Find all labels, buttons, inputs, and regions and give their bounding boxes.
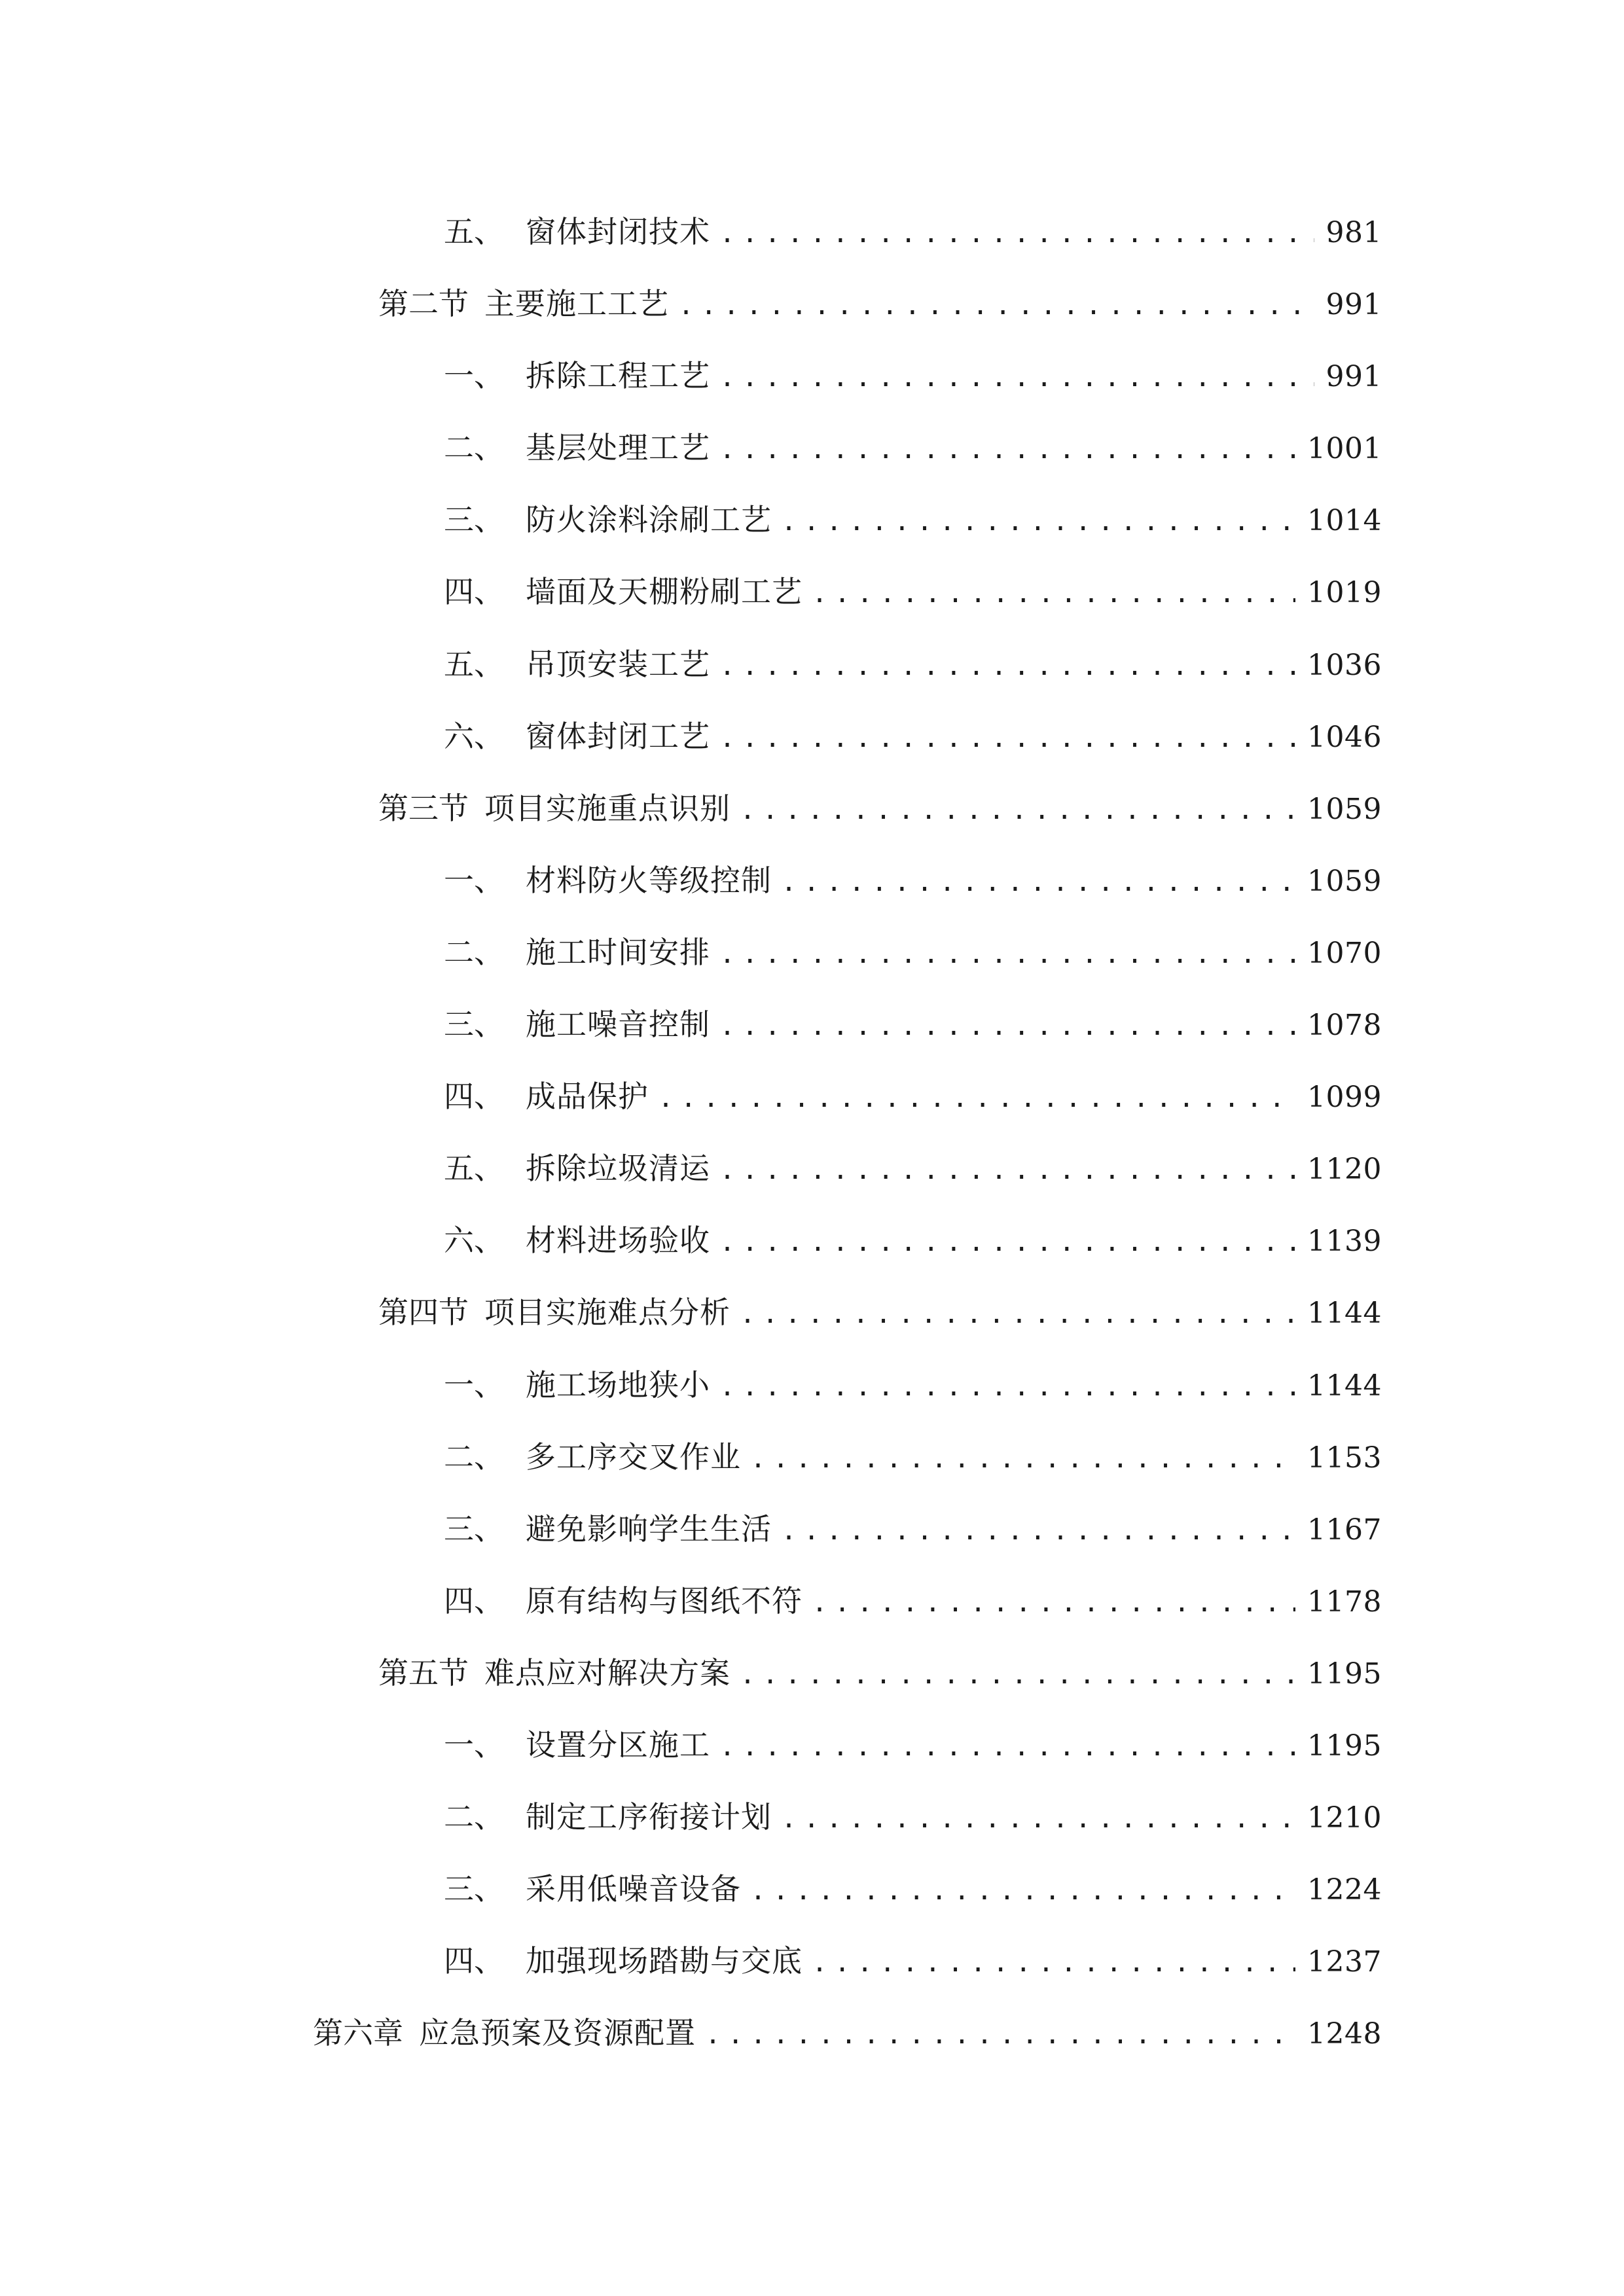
toc-entry-number: 四、	[444, 574, 504, 610]
dot-leader	[781, 501, 1295, 543]
dot-leader	[812, 1582, 1295, 1624]
dot-leader	[719, 1005, 1295, 1047]
toc-entry-number: 三、	[444, 1007, 504, 1043]
toc-entry-title: 材料防火等级控制	[526, 862, 772, 898]
toc-entry-page: 991	[1326, 288, 1382, 322]
toc-entry-number: 一、	[444, 1727, 504, 1763]
toc-entry[interactable]	[0, 845, 1624, 917]
toc-entry[interactable]	[0, 484, 1624, 556]
toc-entry-number: 四、	[444, 1943, 504, 1979]
toc-entry-title: 施工场地狭小	[526, 1367, 710, 1403]
toc-entry-title: 制定工序衔接计划	[526, 1799, 772, 1835]
toc-entry[interactable]	[0, 1566, 1624, 1638]
toc-entry-number: 二、	[444, 1799, 504, 1835]
toc-entry-title: 成品保护	[526, 1079, 649, 1115]
toc-entry[interactable]	[0, 1782, 1624, 1854]
dot-leader	[719, 357, 1314, 399]
dot-leader	[705, 2014, 1295, 2056]
toc-entry-title: 多工序交叉作业	[526, 1439, 741, 1475]
toc-entry-title: 吊顶安装工艺	[526, 646, 710, 682]
toc-entry-title: 难点应对解决方案	[484, 1655, 731, 1691]
toc-entry-number: 一、	[444, 358, 504, 394]
toc-entry-title: 原有结构与图纸不符	[526, 1583, 803, 1619]
toc-entry-number: 一、	[444, 1367, 504, 1403]
toc-entry-number: 二、	[444, 934, 504, 970]
dot-leader	[719, 1221, 1295, 1263]
toc-entry-page: 1178	[1307, 1585, 1382, 1619]
toc-entry-number: 第四节	[378, 1295, 469, 1331]
toc-entry-page: 1099	[1307, 1081, 1382, 1115]
toc-entry[interactable]	[0, 412, 1624, 484]
dot-leader	[719, 1149, 1295, 1191]
toc-entry-number: 二、	[444, 430, 504, 466]
toc-entry[interactable]	[0, 340, 1624, 412]
table-of-contents	[0, 196, 1624, 2070]
toc-entry-page: 1224	[1307, 1873, 1382, 1907]
toc-entry[interactable]	[0, 1926, 1624, 1998]
toc-entry[interactable]	[0, 1638, 1624, 1710]
toc-entry-number: 三、	[444, 502, 504, 538]
toc-entry[interactable]	[0, 1854, 1624, 1926]
dot-leader	[750, 1438, 1295, 1480]
toc-entry-page: 1059	[1307, 792, 1382, 826]
toc-entry-title: 施工时间安排	[526, 934, 710, 970]
dot-leader	[719, 717, 1295, 759]
toc-entry[interactable]	[0, 917, 1624, 989]
toc-entry-page: 1001	[1307, 432, 1382, 466]
toc-entry-page: 1237	[1307, 1945, 1382, 1979]
dot-leader	[719, 213, 1314, 255]
dot-leader	[678, 285, 1314, 327]
toc-entry-title: 窗体封闭工艺	[526, 718, 710, 754]
toc-entry-title: 项目实施难点分析	[484, 1295, 731, 1331]
toc-entry-page: 1036	[1307, 648, 1382, 682]
toc-entry-page: 991	[1326, 360, 1382, 394]
toc-entry-number: 四、	[444, 1079, 504, 1115]
toc-entry-page: 1046	[1307, 720, 1382, 754]
dot-leader	[719, 1726, 1295, 1768]
toc-entry[interactable]	[0, 1061, 1624, 1133]
toc-entry-page: 1014	[1307, 504, 1382, 538]
toc-entry-page: 1070	[1307, 936, 1382, 970]
toc-entry-page: 1144	[1307, 1297, 1382, 1331]
toc-entry-page: 1153	[1307, 1441, 1382, 1475]
toc-entry-page: 1195	[1307, 1657, 1382, 1691]
toc-entry-page: 1210	[1307, 1801, 1382, 1835]
toc-entry-title: 应急预案及资源配置	[419, 2015, 696, 2051]
toc-entry-number: 一、	[444, 862, 504, 898]
toc-entry-number: 六、	[444, 1223, 504, 1259]
toc-entry-page: 1195	[1307, 1729, 1382, 1763]
toc-entry-page: 1078	[1307, 1009, 1382, 1043]
toc-entry-page: 1120	[1307, 1153, 1382, 1187]
toc-entry-number: 第六章	[313, 2015, 403, 2051]
toc-entry[interactable]	[0, 1205, 1624, 1277]
toc-entry-number: 三、	[444, 1511, 504, 1547]
toc-entry[interactable]	[0, 1710, 1624, 1782]
dot-leader	[740, 789, 1295, 831]
toc-entry[interactable]	[0, 268, 1624, 340]
dot-leader	[719, 1366, 1295, 1408]
toc-entry-title: 拆除垃圾清运	[526, 1151, 710, 1187]
toc-entry-title: 避免影响学生生活	[526, 1511, 772, 1547]
toc-entry-title: 材料进场验收	[526, 1223, 710, 1259]
toc-entry[interactable]	[0, 1350, 1624, 1422]
toc-entry-title: 墙面及天棚粉刷工艺	[526, 574, 803, 610]
toc-entry-number: 五、	[444, 646, 504, 682]
dot-leader	[740, 1654, 1295, 1696]
toc-entry-page: 1144	[1307, 1369, 1382, 1403]
toc-entry-title: 项目实施重点识别	[484, 790, 731, 826]
toc-entry-title: 采用低噪音设备	[526, 1871, 741, 1907]
dot-leader	[812, 573, 1295, 615]
toc-entry[interactable]	[0, 556, 1624, 628]
toc-entry[interactable]	[0, 1422, 1624, 1494]
toc-entry-page: 1019	[1307, 576, 1382, 610]
toc-entry-page: 1139	[1307, 1225, 1382, 1259]
toc-entry[interactable]	[0, 196, 1624, 268]
toc-entry-number: 第五节	[378, 1655, 469, 1691]
dot-leader	[719, 933, 1295, 975]
toc-entry[interactable]	[0, 989, 1624, 1061]
toc-entry-number: 四、	[444, 1583, 504, 1619]
toc-entry[interactable]	[0, 1133, 1624, 1205]
toc-entry-number: 五、	[444, 1151, 504, 1187]
toc-entry-page: 981	[1326, 216, 1382, 249]
toc-entry-title: 设置分区施工	[526, 1727, 710, 1763]
toc-entry-title: 拆除工程工艺	[526, 358, 710, 394]
dot-leader	[658, 1077, 1295, 1119]
toc-entry[interactable]	[0, 773, 1624, 845]
dot-leader	[812, 1942, 1295, 1984]
toc-entry-number: 六、	[444, 718, 504, 754]
toc-entry-title: 窗体封闭技术	[526, 214, 710, 249]
toc-entry-number: 三、	[444, 1871, 504, 1907]
toc-entry-number: 第三节	[378, 790, 469, 826]
dot-leader	[719, 429, 1295, 471]
toc-entry[interactable]	[0, 1998, 1624, 2070]
dot-leader	[740, 1293, 1295, 1335]
toc-entry[interactable]	[0, 1277, 1624, 1349]
dot-leader	[781, 861, 1295, 903]
toc-entry-page: 1167	[1307, 1513, 1382, 1547]
toc-entry-title: 主要施工工艺	[484, 286, 669, 322]
toc-entry-title: 施工噪音控制	[526, 1007, 710, 1043]
toc-entry-number: 第二节	[378, 286, 469, 322]
toc-entry-number: 五、	[444, 214, 504, 249]
toc-entry-title: 基层处理工艺	[526, 430, 710, 466]
toc-entry[interactable]	[0, 701, 1624, 773]
toc-entry-page: 1248	[1307, 2017, 1382, 2051]
dot-leader	[719, 645, 1295, 687]
dot-leader	[750, 1870, 1295, 1912]
toc-entry-page: 1059	[1307, 864, 1382, 898]
toc-entry-number: 二、	[444, 1439, 504, 1475]
toc-entry[interactable]	[0, 1494, 1624, 1566]
toc-entry[interactable]	[0, 629, 1624, 701]
toc-entry-title: 加强现场踏勘与交底	[526, 1943, 803, 1979]
dot-leader	[781, 1798, 1295, 1840]
dot-leader	[781, 1510, 1295, 1552]
toc-entry-title: 防火涂料涂刷工艺	[526, 502, 772, 538]
